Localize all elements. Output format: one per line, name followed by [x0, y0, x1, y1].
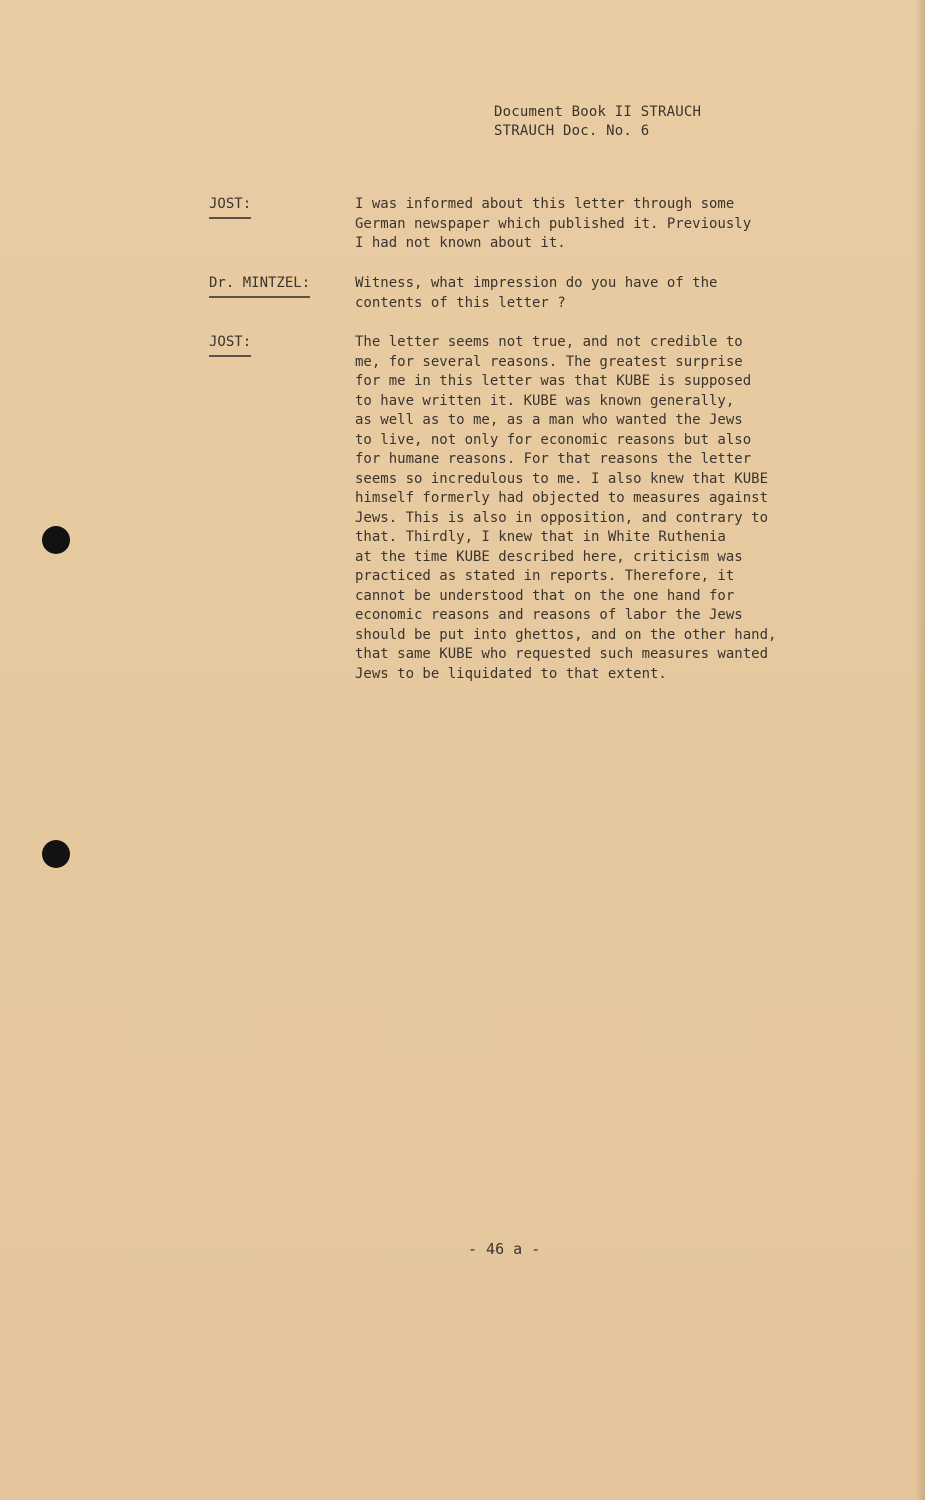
- page-number: - 46 a -: [468, 1240, 541, 1258]
- punch-hole: [42, 840, 70, 868]
- speech-line: at the time KUBE described here, criticism was: [355, 548, 743, 565]
- speech-line: that. Thirdly, I knew that in White Ruthenia: [355, 529, 726, 545]
- speech-line: to live, not only for economic reasons but also: [355, 431, 752, 448]
- punch-hole: [42, 526, 70, 554]
- speech-line: to have written it. KUBE was known generally,: [355, 392, 735, 409]
- speaker-label: JOST:: [209, 334, 252, 350]
- speech-line: for humane reasons. For that reasons the letter: [355, 451, 752, 467]
- speech-line: should be put into ghettos, and on the other hand,: [355, 626, 777, 643]
- speaker-label: Dr. MINTZEL:: [209, 275, 311, 291]
- speech-line: I had not known about it.: [355, 235, 566, 251]
- document-header: [494, 103, 701, 141]
- speaker-label: JOST:: [209, 196, 252, 212]
- speech-line: German newspaper which published it. Previously: [355, 215, 752, 232]
- speech-line: Jews to be liquidated to that extent.: [355, 665, 667, 682]
- speech-text: [355, 333, 845, 684]
- speech-line: as well as to me, as a man who wanted the Jews: [355, 412, 743, 428]
- speech-line: Witness, what impression do you have of the: [355, 275, 718, 291]
- speech-line: for me in this letter was that KUBE is supposed: [355, 373, 752, 389]
- speech-line: economic reasons and reasons of labor the Jews: [355, 607, 743, 623]
- speech-line: seems so incredulous to me. I also knew that KUBE: [355, 470, 769, 487]
- speech-line: me, for several reasons. The greatest surprise: [355, 353, 743, 370]
- speech-line: himself formerly had objected to measures against: [355, 490, 769, 506]
- speech-line: practiced as stated in reports. Therefore, it: [355, 568, 735, 584]
- speech-line: that same KUBE who requested such measures wanted: [355, 646, 769, 662]
- speech-text: [355, 195, 845, 254]
- speech-line: I was informed about this letter through some: [355, 196, 735, 212]
- speech-text: [355, 274, 845, 313]
- speech-line: contents of this letter ?: [355, 294, 566, 311]
- speech-line: cannot be understood that on the one hand for: [355, 587, 735, 604]
- header-line-2: STRAUCH Doc. No. 6: [494, 123, 650, 139]
- page-edge-shadow: [915, 0, 925, 1500]
- header-line-1: Document Book II STRAUCH: [494, 104, 702, 120]
- speech-line: The letter seems not true, and not credible to: [355, 334, 743, 350]
- speech-line: Jews. This is also in opposition, and contrary to: [355, 509, 769, 526]
